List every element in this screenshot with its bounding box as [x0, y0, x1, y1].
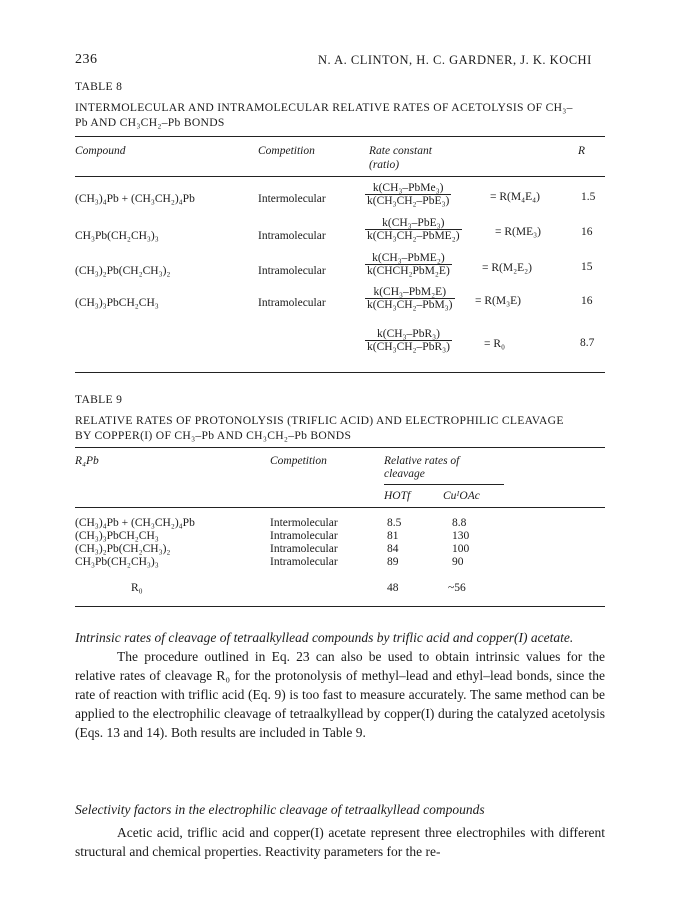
table9-col-hotf: HOTf [384, 490, 411, 502]
table8-row4-competition: Intramolecular [258, 297, 326, 309]
table9-row4-cu: 90 [452, 556, 464, 568]
table9-col-competition: Competition [270, 455, 327, 467]
table9-row4-competition: Intramolecular [270, 556, 338, 568]
table9-row3-hotf: 84 [387, 543, 399, 555]
table8-row1-fraction [365, 182, 451, 207]
table8-row4-r: 16 [581, 295, 593, 307]
table9-title-line2: BY COPPER(I) OF CH₃–Pb AND CH₃CH₂–Pb BONDS [75, 429, 352, 442]
table8-row1-competition: Intermolecular [258, 193, 326, 205]
table9-row1-hotf: 8.5 [387, 517, 402, 529]
table8-row4-fraction [365, 286, 455, 311]
table8-row3-compound: (CH₃)₂Pb(CH₂CH₃)₂ [75, 265, 171, 277]
table8-row3-denominator: k(CHCH₂PbM₂E) [367, 265, 450, 277]
table9-col-rel2: cleavage [384, 468, 425, 480]
table9-header-rule [75, 507, 605, 508]
table9-r0-hotf: 48 [387, 582, 399, 594]
table9-row2-compound: (CH₃)₃PbCH₂CH₃ [75, 530, 159, 542]
table8-title-line1: INTERMOLECULAR AND INTRAMOLECULAR RELATIVE RATES OF ACETOLYSIS OF CH₃– [75, 101, 573, 114]
table8-row1-compound: (CH₃)₄Pb + (CH₃CH₂)₄Pb [75, 193, 195, 205]
table8-row5-numerator: k(CH₃–PbR₃) [376, 328, 440, 340]
section2-paragraph: Acetic acid, triflic acid and copper(I) acetate represent three electrophiles with different structural and chemical properties. Reactivity parameters for the re- [75, 825, 605, 859]
table8-col-rate: Rate constant [369, 145, 432, 157]
table9-row4-compound: CH₃Pb(CH₂CH₃)₃ [75, 556, 159, 568]
table8-row1-r: 1.5 [581, 191, 596, 203]
table8-row3-r: 15 [581, 261, 593, 273]
table9-col-r4pb: R₄Pb [75, 455, 99, 467]
table8-row1-denominator: k(CH₃CH₂–PbE₃) [367, 195, 450, 207]
section1 [75, 628, 605, 742]
table8-row3-competition: Intramolecular [258, 265, 326, 277]
table8-header-rule [75, 176, 605, 177]
table8-row4-denominator: k(CH₃CH₂–PbM₃) [367, 299, 453, 311]
section2 [75, 800, 605, 861]
table8-row5-fraction [365, 328, 452, 353]
table8-row2-compound: CH₃Pb(CH₂CH₃)₃ [75, 230, 159, 242]
table9-row3-cu: 100 [452, 543, 470, 555]
table9-r0-cu: ~56 [448, 582, 466, 594]
table9-col-cuoac: CuᴵOAc [443, 490, 480, 502]
table9-row2-cu: 130 [452, 530, 470, 542]
page-number: 236 [75, 52, 98, 67]
table8-row2-fraction [365, 217, 462, 242]
table9-subheader-rule [384, 484, 504, 485]
table8-row5-rhs: = R₀ [484, 338, 506, 350]
table9-row3-compound: (CH₃)₂Pb(CH₂CH₃)₂ [75, 543, 171, 555]
section1-paragraph: The procedure outlined in Eq. 23 can also be used to obtain intrinsic values for the relative rates of cleavage R₀ for the protonolysis of methyl–lead and ethyl–lead bonds, since the rate of reaction with triflic acid (Eq. 9) is too fast to measure accurately. The same method can be applied to the electrophilic cleavage of tetraalkyllead by copper(I) during the catalyzed acetolysis (Eqs. 13 and 14). Both results are included in Table 9. [75, 649, 605, 740]
table9-r0-label: R₀ [131, 582, 143, 594]
table8-row2-r: 16 [581, 226, 593, 238]
table8-col-compound: Compound [75, 145, 126, 157]
table9-row1-competition: Intermolecular [270, 517, 338, 529]
table8-row5-denominator: k(CH₃CH₂–PbR₃) [367, 341, 450, 353]
table8-row4-compound: (CH₃)₃PbCH₂CH₃ [75, 297, 159, 309]
table9-row1-compound: (CH₃)₄Pb + (CH₃CH₂)₄Pb [75, 517, 195, 529]
table8-row2-numerator: k(CH₃–PbE₃) [382, 217, 445, 229]
table9-title-line1: RELATIVE RATES OF PROTONOLYSIS (TRIFLIC ACID) AND ELECTROPHILIC CLEAVAGE [75, 414, 564, 427]
table8-row3-numerator: k(CH₃–PbME₂) [372, 252, 445, 264]
table8-top-rule [75, 136, 605, 137]
table9-label: TABLE 9 [75, 393, 123, 406]
table9-row1-cu: 8.8 [452, 517, 467, 529]
table8-col-ratio: (ratio) [369, 159, 400, 171]
table9-row4-hotf: 89 [387, 556, 399, 568]
table8-row1-rhs: = R(M₄E₄) [490, 191, 540, 203]
table8-label: TABLE 8 [75, 80, 123, 93]
table9-bottom-rule [75, 606, 605, 607]
table8-row2-rhs: = R(ME₃) [495, 226, 541, 238]
table8-row5-r: 8.7 [580, 337, 595, 349]
table8-row1-numerator: k(CH₃–PbMe₃) [372, 182, 444, 194]
table9-row2-hotf: 81 [387, 530, 399, 542]
section2-heading: Selectivity factors in the electrophilic cleavage of tetraalkyllead compounds [75, 802, 485, 817]
table9-col-rel1: Relative rates of [384, 455, 460, 467]
table8-title-line2: Pb AND CH₃CH₂–Pb BONDS [75, 116, 225, 129]
table8-row2-competition: Intramolecular [258, 230, 326, 242]
section1-heading: Intrinsic rates of cleavage of tetraalkyllead compounds by triflic acid and copper(I) acetate. [75, 630, 574, 645]
table8-row3-fraction [365, 252, 452, 277]
table9-row2-competition: Intramolecular [270, 530, 338, 542]
table8-row4-rhs: = R(M₃E) [475, 295, 521, 307]
table8-row4-numerator: k(CH₃–PbM₂E) [373, 286, 447, 298]
running-head: N. A. CLINTON, H. C. GARDNER, J. K. KOCHI [318, 53, 592, 67]
table8-col-r: R [578, 145, 586, 157]
table9-top-rule [75, 447, 605, 448]
table8-bottom-rule [75, 372, 605, 373]
table8-row2-denominator: k(CH₃CH₂–PbME₂) [367, 230, 460, 242]
table8-row3-rhs: = R(M₂E₂) [482, 262, 532, 274]
table8-col-competition: Competition [258, 145, 315, 157]
table9-row3-competition: Intramolecular [270, 543, 338, 555]
